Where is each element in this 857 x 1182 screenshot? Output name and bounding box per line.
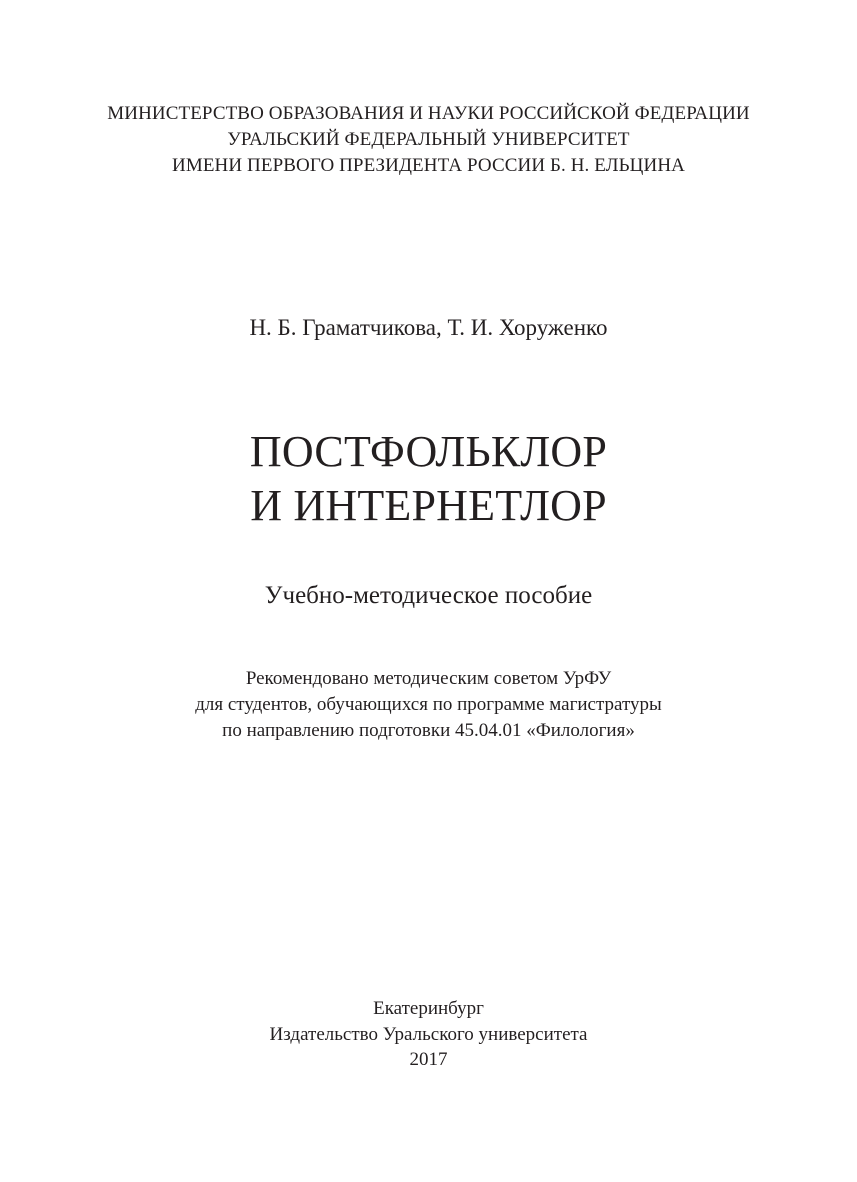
university-line: УРАЛЬСКИЙ ФЕДЕРАЛЬНЫЙ УНИВЕРСИТЕТ xyxy=(227,129,630,150)
imprint-publisher: Издательство Уральского университета xyxy=(269,1023,588,1045)
authors xyxy=(0,313,857,343)
book-title-line-2: И ИНТЕРНЕТЛОР xyxy=(250,481,607,530)
imprint-city: Екатеринбург xyxy=(373,998,484,1019)
subtitle-line: Учебно-методическое пособие xyxy=(264,582,593,609)
book-title xyxy=(0,425,857,533)
recommendation-line-2: для студентов, обучающихся по программе магистратуры xyxy=(195,694,662,715)
imprint-year: 2017 xyxy=(409,1049,448,1070)
recommendation-note xyxy=(0,666,857,744)
book-subtitle xyxy=(0,580,857,612)
book-title-line-1: ПОСТФОЛЬКЛОР xyxy=(249,427,608,476)
imprint xyxy=(0,996,857,1073)
recommendation-line-3: по направлению подготовки 45.04.01 «Филология» xyxy=(222,720,635,741)
authors-line: Н. Б. Граматчикова, Т. И. Хоруженко xyxy=(249,315,608,340)
ministry-header xyxy=(0,101,857,179)
recommendation-line-1: Рекомендовано методическим советом УрФУ xyxy=(245,668,612,689)
university-name-line: ИМЕНИ ПЕРВОГО ПРЕЗИДЕНТА РОССИИ Б. Н. ЕЛЬЦИНА xyxy=(172,155,685,176)
ministry-line: МИНИСТЕРСТВО ОБРАЗОВАНИЯ И НАУКИ РОССИЙСКОЙ ФЕДЕРАЦИИ xyxy=(107,103,750,124)
